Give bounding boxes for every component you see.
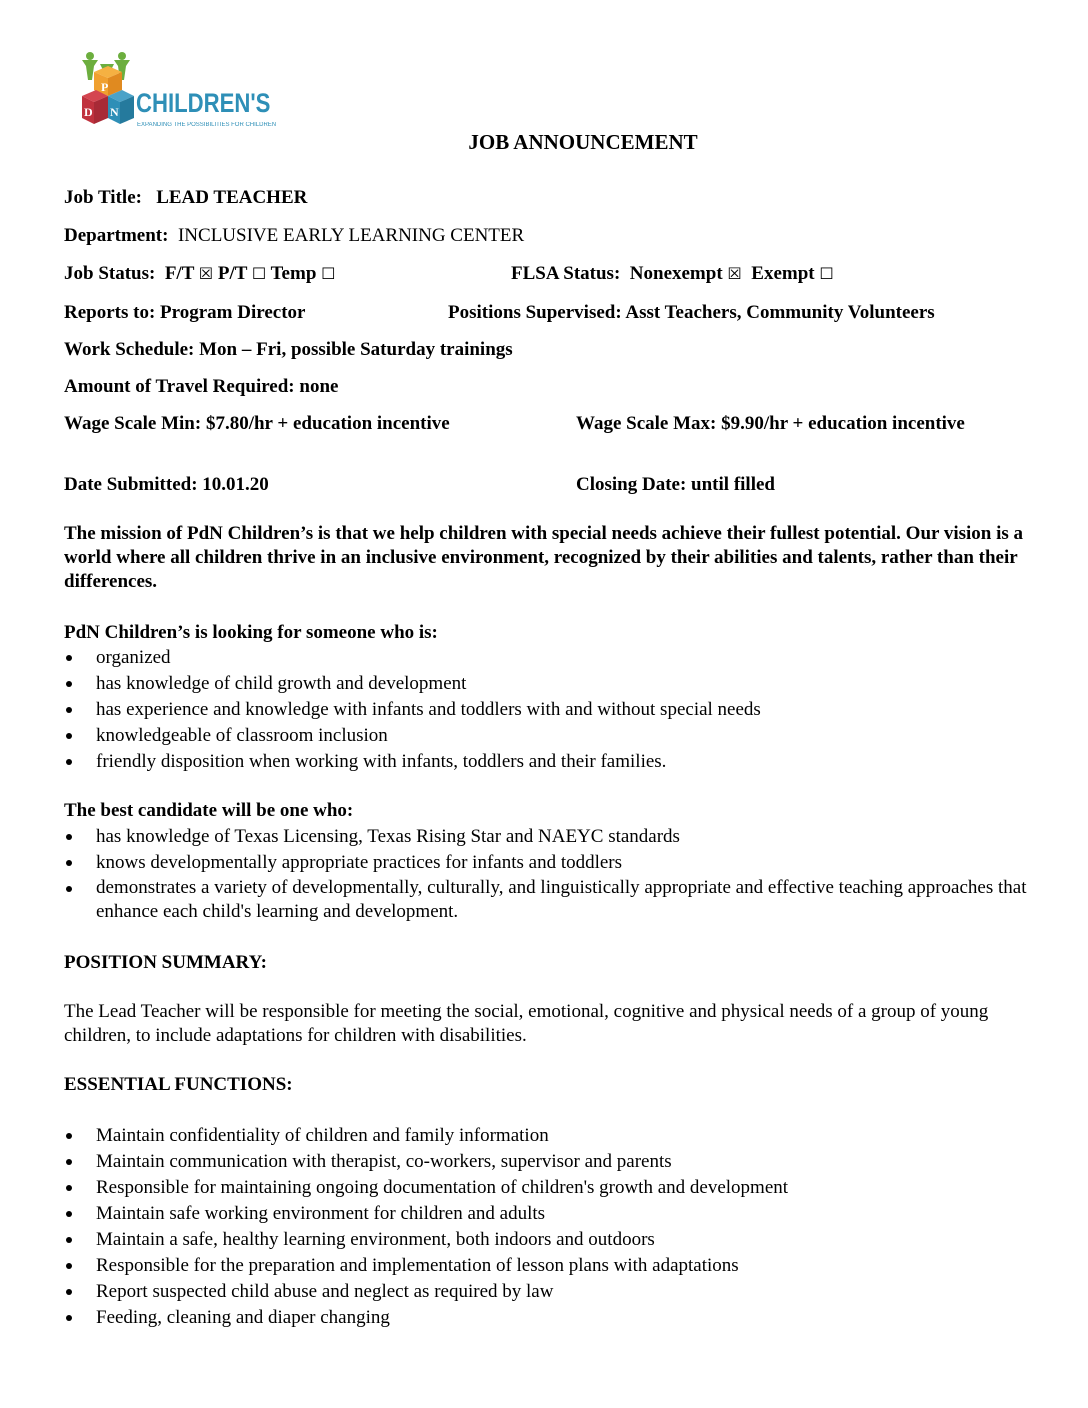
looking-for-heading: PdN Children’s is looking for someone who is:: [64, 622, 438, 643]
temp-checkbox: ☐: [321, 264, 336, 283]
job-title-label: Job Title:: [64, 187, 142, 208]
list-item: Report suspected child abuse and neglect as required by law: [64, 1279, 1034, 1305]
position-summary-heading: POSITION SUMMARY:: [64, 952, 267, 973]
logo-blocks-icon: [78, 50, 138, 138]
list-item: knowledgeable of classroom inclusion: [64, 723, 1034, 749]
essential-functions-heading: ESSENTIAL FUNCTIONS:: [64, 1074, 293, 1095]
nonexempt-label: Nonexempt: [629, 263, 723, 284]
flsa-label: FLSA Status:: [511, 263, 621, 284]
list-item: has knowledge of Texas Licensing, Texas Rising Star and NAEYC standards: [64, 824, 1034, 850]
list-item: has experience and knowledge with infants and toddlers with and without special needs: [64, 697, 1034, 723]
svg-text:N: N: [110, 105, 119, 119]
list-item: Feeding, cleaning and diaper changing: [64, 1305, 1034, 1331]
travel-required: Amount of Travel Required: none: [64, 376, 339, 397]
best-candidate-list: [64, 824, 1034, 924]
list-item: Maintain communication with therapist, co-workers, supervisor and parents: [64, 1149, 1034, 1175]
list-item: Maintain safe working environment for children and adults: [64, 1201, 1034, 1227]
pt-checkbox: ☐: [251, 264, 267, 283]
ft-checkbox: ☒: [198, 264, 214, 283]
nonexempt-checkbox: ☒: [727, 264, 742, 283]
svg-text:P: P: [101, 80, 109, 94]
list-item: knows developmentally appropriate practices for infants and toddlers: [64, 850, 1034, 876]
list-item: Maintain a safe, healthy learning environment, both indoors and outdoors: [64, 1227, 1034, 1253]
best-candidate-heading: The best candidate will be one who:: [64, 800, 354, 821]
date-submitted: Date Submitted: 10.01.20: [64, 474, 269, 495]
list-item: friendly disposition when working with infants, toddlers and their families.: [64, 749, 1034, 775]
department-value: INCLUSIVE EARLY LEARNING CENTER: [177, 225, 525, 246]
page-title: JOB ANNOUNCEMENT: [468, 130, 698, 154]
list-item: organized: [64, 645, 1034, 671]
looking-for-list: [64, 645, 1034, 775]
job-title-row: [64, 187, 307, 209]
wage-min: Wage Scale Min: $7.80/hr + education incentive: [64, 413, 450, 434]
work-schedule: Work Schedule: Mon – Fri, possible Saturday trainings: [64, 339, 513, 360]
reports-to: Reports to: Program Director: [64, 302, 306, 323]
job-title-value: LEAD TEACHER: [156, 187, 308, 208]
mission-statement: The mission of PdN Children’s is that we help children with special needs achieve their fullest potential. Our vision is a world where all children thrive in an inclusive environment, recognized by their abilities and talents, rather than their differences.: [64, 523, 1024, 592]
list-item: Responsible for the preparation and implementation of lesson plans with adaptations: [64, 1253, 1034, 1279]
logo-name: CHILDREN'S: [136, 88, 271, 118]
list-item: demonstrates a variety of developmentally, culturally, and linguistically appropriate and effective teaching approaches that enhance each child's learning and development.: [64, 876, 1034, 924]
wage-max: Wage Scale Max: $9.90/hr + education incentive: [576, 413, 965, 434]
positions-supervised: Positions Supervised: Asst Teachers, Community Volunteers: [448, 302, 935, 323]
exempt-label: Exempt: [751, 263, 815, 284]
department-row: [64, 225, 524, 247]
svg-text:D: D: [84, 105, 93, 119]
department-label: Department:: [64, 225, 169, 246]
job-status-label: Job Status:: [64, 263, 156, 284]
temp-label: Temp: [270, 263, 317, 284]
list-item: Maintain confidentiality of children and family information: [64, 1123, 1034, 1149]
closing-date: Closing Date: until filled: [576, 474, 775, 495]
essential-functions-list: [64, 1123, 1034, 1331]
exempt-checkbox: ☐: [819, 264, 834, 283]
flsa-status-row: [511, 263, 834, 285]
ft-label: F/T: [164, 263, 195, 284]
logo-tagline: EXPANDING THE POSSIBILITIES FOR CHILDREN: [137, 122, 277, 128]
list-item: Responsible for maintaining ongoing documentation of children's growth and development: [64, 1175, 1034, 1201]
list-item: has knowledge of child growth and development: [64, 671, 1034, 697]
job-status-row: [64, 263, 335, 285]
pt-label: P/T: [217, 263, 248, 284]
pdn-childrens-logo: [78, 50, 288, 138]
position-summary-text: The Lead Teacher will be responsible for meeting the social, emotional, cognitive and physical needs of a group of young children, to include adaptations for children with disabilities.: [64, 1001, 989, 1046]
